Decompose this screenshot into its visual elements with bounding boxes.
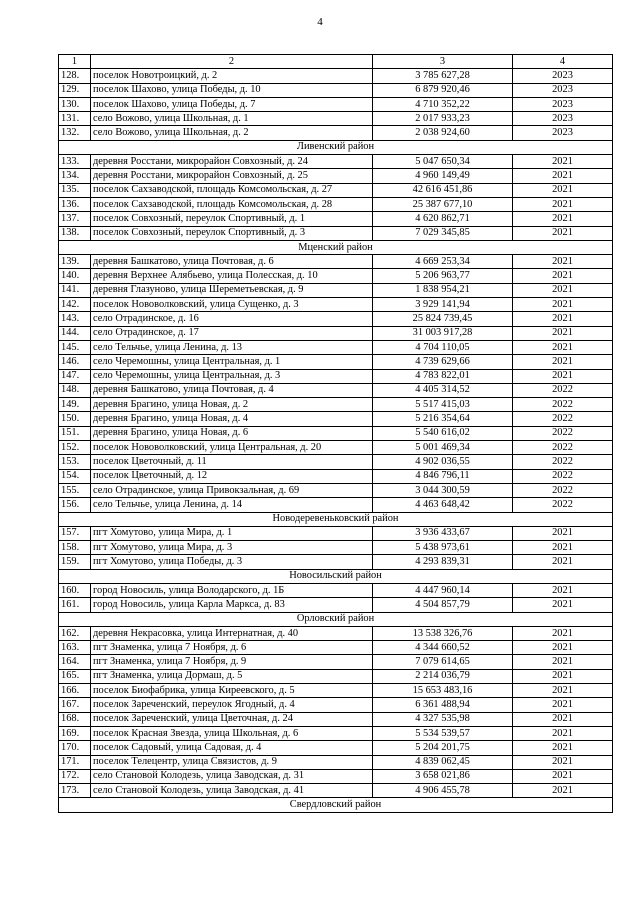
row-cost: 5 204 201,75 xyxy=(373,741,513,755)
column-number-3: 3 xyxy=(373,55,513,69)
row-address: поселок Телецентр, улица Связистов, д. 9 xyxy=(91,755,373,769)
row-cost: 4 447 960,14 xyxy=(373,583,513,597)
row-address: деревня Верхнее Алябьево, улица Полесская, д. 10 xyxy=(91,269,373,283)
row-cost: 4 902 036,55 xyxy=(373,455,513,469)
row-cost: 4 327 535,98 xyxy=(373,712,513,726)
row-cost: 4 960 149,49 xyxy=(373,169,513,183)
row-cost: 4 839 062,45 xyxy=(373,755,513,769)
row-address: поселок Сахзаводской, площадь Комсомольская, д. 27 xyxy=(91,183,373,197)
row-address: село Черемошны, улица Центральная, д. 1 xyxy=(91,355,373,369)
row-number: 151. xyxy=(59,426,91,440)
row-number: 139. xyxy=(59,255,91,269)
row-address: деревня Брагино, улица Новая, д. 6 xyxy=(91,426,373,440)
row-year: 2021 xyxy=(513,369,613,383)
district-row xyxy=(59,140,613,154)
row-address: деревня Росстани, микрорайон Совхозный, д. 24 xyxy=(91,155,373,169)
row-cost: 2 214 036,79 xyxy=(373,669,513,683)
row-number: 145. xyxy=(59,340,91,354)
row-number: 170. xyxy=(59,741,91,755)
row-address: село Черемошны, улица Центральная, д. 3 xyxy=(91,369,373,383)
row-address: поселок Шахово, улица Победы, д. 7 xyxy=(91,97,373,111)
table-row xyxy=(59,741,613,755)
row-number: 167. xyxy=(59,698,91,712)
row-number: 144. xyxy=(59,326,91,340)
row-address: село Становой Колодезь, улица Заводская, д. 41 xyxy=(91,784,373,798)
row-address: село Тельчье, улица Ленина, д. 14 xyxy=(91,498,373,512)
row-cost: 4 504 857,79 xyxy=(373,598,513,612)
row-year: 2021 xyxy=(513,255,613,269)
table-row xyxy=(59,255,613,269)
district-name: Орловский район xyxy=(59,612,613,626)
table-row xyxy=(59,298,613,312)
row-cost: 5 047 650,34 xyxy=(373,155,513,169)
table-row xyxy=(59,498,613,512)
row-year: 2021 xyxy=(513,712,613,726)
table-row xyxy=(59,340,613,354)
row-cost: 4 293 839,31 xyxy=(373,555,513,569)
row-number: 153. xyxy=(59,455,91,469)
row-cost: 3 929 141,94 xyxy=(373,298,513,312)
row-address: поселок Зареченский, переулок Ягодный, д. 4 xyxy=(91,698,373,712)
row-cost: 5 540 616,02 xyxy=(373,426,513,440)
row-year: 2023 xyxy=(513,112,613,126)
row-cost: 4 710 352,22 xyxy=(373,97,513,111)
table-row xyxy=(59,455,613,469)
row-year: 2021 xyxy=(513,541,613,555)
row-cost: 13 538 326,76 xyxy=(373,626,513,640)
row-number: 155. xyxy=(59,483,91,497)
row-cost: 7 029 345,85 xyxy=(373,226,513,240)
row-year: 2021 xyxy=(513,784,613,798)
row-address: село Становой Колодезь, улица Заводская, д. 31 xyxy=(91,769,373,783)
row-address: село Вожово, улица Школьная, д. 1 xyxy=(91,112,373,126)
row-address: деревня Некрасовка, улица Интернатная, д. 40 xyxy=(91,626,373,640)
district-name: Ливенский район xyxy=(59,140,613,154)
row-number: 129. xyxy=(59,83,91,97)
table-row xyxy=(59,312,613,326)
column-number-4: 4 xyxy=(513,55,613,69)
row-number: 162. xyxy=(59,626,91,640)
table-row xyxy=(59,269,613,283)
row-year: 2021 xyxy=(513,526,613,540)
row-number: 171. xyxy=(59,755,91,769)
row-address: деревня Башкатово, улица Почтовая, д. 6 xyxy=(91,255,373,269)
row-year: 2021 xyxy=(513,641,613,655)
row-number: 135. xyxy=(59,183,91,197)
district-row xyxy=(59,569,613,583)
table-row xyxy=(59,212,613,226)
row-cost: 6 361 488,94 xyxy=(373,698,513,712)
district-name: Новодеревеньковский район xyxy=(59,512,613,526)
table-row xyxy=(59,526,613,540)
row-number: 166. xyxy=(59,684,91,698)
row-cost: 7 079 614,65 xyxy=(373,655,513,669)
table-row xyxy=(59,712,613,726)
row-cost: 5 438 973,61 xyxy=(373,541,513,555)
table-row xyxy=(59,183,613,197)
row-number: 138. xyxy=(59,226,91,240)
row-year: 2021 xyxy=(513,726,613,740)
row-address: поселок Новотроицкий, д. 2 xyxy=(91,69,373,83)
table-row xyxy=(59,641,613,655)
row-year: 2023 xyxy=(513,83,613,97)
row-year: 2021 xyxy=(513,769,613,783)
row-year: 2022 xyxy=(513,498,613,512)
row-number: 143. xyxy=(59,312,91,326)
row-number: 159. xyxy=(59,555,91,569)
table-row xyxy=(59,383,613,397)
row-address: поселок Нововолковский, улица Сущенко, д. 3 xyxy=(91,298,373,312)
row-year: 2022 xyxy=(513,469,613,483)
row-year: 2021 xyxy=(513,340,613,354)
table-row xyxy=(59,598,613,612)
table-row xyxy=(59,441,613,455)
row-year: 2021 xyxy=(513,169,613,183)
row-year: 2021 xyxy=(513,312,613,326)
table-row xyxy=(59,97,613,111)
row-year: 2021 xyxy=(513,212,613,226)
row-cost: 4 669 253,34 xyxy=(373,255,513,269)
row-cost: 5 216 354,64 xyxy=(373,412,513,426)
row-cost: 5 517 415,03 xyxy=(373,398,513,412)
row-number: 163. xyxy=(59,641,91,655)
row-cost: 15 653 483,16 xyxy=(373,684,513,698)
row-number: 142. xyxy=(59,298,91,312)
row-address: деревня Брагино, улица Новая, д. 2 xyxy=(91,398,373,412)
page-number: 4 xyxy=(317,16,323,28)
row-address: пгт Хомутово, улица Победы, д. 3 xyxy=(91,555,373,569)
row-address: поселок Зареченский, улица Цветочная, д. 24 xyxy=(91,712,373,726)
row-address: поселок Цветочный, д. 11 xyxy=(91,455,373,469)
district-row xyxy=(59,240,613,254)
row-cost: 42 616 451,86 xyxy=(373,183,513,197)
district-name: Свердловский район xyxy=(59,798,613,812)
row-number: 150. xyxy=(59,412,91,426)
row-cost: 5 206 963,77 xyxy=(373,269,513,283)
row-year: 2021 xyxy=(513,355,613,369)
district-name: Новосильский район xyxy=(59,569,613,583)
row-address: поселок Сахзаводской, площадь Комсомольская, д. 28 xyxy=(91,197,373,211)
table-row xyxy=(59,555,613,569)
table-row xyxy=(59,226,613,240)
row-year: 2021 xyxy=(513,669,613,683)
row-cost: 6 879 920,46 xyxy=(373,83,513,97)
row-year: 2021 xyxy=(513,741,613,755)
row-year: 2021 xyxy=(513,283,613,297)
row-number: 133. xyxy=(59,155,91,169)
column-number-2: 2 xyxy=(91,55,373,69)
row-cost: 4 344 660,52 xyxy=(373,641,513,655)
row-number: 146. xyxy=(59,355,91,369)
table-row xyxy=(59,169,613,183)
table-row xyxy=(59,698,613,712)
row-year: 2023 xyxy=(513,126,613,140)
row-year: 2021 xyxy=(513,598,613,612)
row-year: 2021 xyxy=(513,183,613,197)
row-number: 165. xyxy=(59,669,91,683)
row-year: 2021 xyxy=(513,583,613,597)
row-address: пгт Хомутово, улица Мира, д. 1 xyxy=(91,526,373,540)
row-number: 157. xyxy=(59,526,91,540)
row-number: 147. xyxy=(59,369,91,383)
row-cost: 31 003 917,28 xyxy=(373,326,513,340)
row-number: 173. xyxy=(59,784,91,798)
row-year: 2022 xyxy=(513,426,613,440)
table-row xyxy=(59,398,613,412)
row-cost: 5 001 469,34 xyxy=(373,441,513,455)
row-number: 172. xyxy=(59,769,91,783)
row-number: 160. xyxy=(59,583,91,597)
row-cost: 25 824 739,45 xyxy=(373,312,513,326)
table-row xyxy=(59,684,613,698)
table-row xyxy=(59,755,613,769)
row-address: село Отрадинское, д. 17 xyxy=(91,326,373,340)
row-year: 2022 xyxy=(513,455,613,469)
row-number: 140. xyxy=(59,269,91,283)
row-cost: 4 463 648,42 xyxy=(373,498,513,512)
table-row xyxy=(59,326,613,340)
row-year: 2022 xyxy=(513,383,613,397)
row-address: поселок Шахово, улица Победы, д. 10 xyxy=(91,83,373,97)
row-year: 2021 xyxy=(513,755,613,769)
row-address: деревня Росстани, микрорайон Совхозный, д. 25 xyxy=(91,169,373,183)
row-cost: 4 906 455,78 xyxy=(373,784,513,798)
row-number: 164. xyxy=(59,655,91,669)
district-row xyxy=(59,612,613,626)
row-year: 2023 xyxy=(513,69,613,83)
row-year: 2021 xyxy=(513,298,613,312)
row-address: село Отрадинское, д. 16 xyxy=(91,312,373,326)
row-number: 134. xyxy=(59,169,91,183)
row-year: 2022 xyxy=(513,412,613,426)
row-address: город Новосиль, улица Володарского, д. 1Б xyxy=(91,583,373,597)
row-cost: 4 620 862,71 xyxy=(373,212,513,226)
row-address: село Тельчье, улица Ленина, д. 13 xyxy=(91,340,373,354)
row-year: 2021 xyxy=(513,698,613,712)
row-cost: 3 044 300,59 xyxy=(373,483,513,497)
row-year: 2021 xyxy=(513,226,613,240)
row-cost: 25 387 677,10 xyxy=(373,197,513,211)
row-year: 2021 xyxy=(513,655,613,669)
row-number: 154. xyxy=(59,469,91,483)
row-address: город Новосиль, улица Карла Маркса, д. 83 xyxy=(91,598,373,612)
row-year: 2021 xyxy=(513,626,613,640)
row-address: пгт Знаменка, улица Дормаш, д. 5 xyxy=(91,669,373,683)
row-number: 148. xyxy=(59,383,91,397)
row-year: 2021 xyxy=(513,197,613,211)
row-address: деревня Брагино, улица Новая, д. 4 xyxy=(91,412,373,426)
row-number: 156. xyxy=(59,498,91,512)
table-row xyxy=(59,69,613,83)
table-row xyxy=(59,669,613,683)
district-row xyxy=(59,512,613,526)
row-number: 161. xyxy=(59,598,91,612)
table-header-row xyxy=(59,55,613,69)
row-year: 2021 xyxy=(513,269,613,283)
row-number: 141. xyxy=(59,283,91,297)
row-cost: 4 846 796,11 xyxy=(373,469,513,483)
row-address: поселок Совхозный, переулок Спортивный, д. 3 xyxy=(91,226,373,240)
row-cost: 4 783 822,01 xyxy=(373,369,513,383)
row-number: 149. xyxy=(59,398,91,412)
table-row xyxy=(59,626,613,640)
row-cost: 4 704 110,05 xyxy=(373,340,513,354)
table-row xyxy=(59,784,613,798)
row-address: пгт Знаменка, улица 7 Ноября, д. 9 xyxy=(91,655,373,669)
table-row xyxy=(59,126,613,140)
row-year: 2021 xyxy=(513,684,613,698)
row-year: 2021 xyxy=(513,555,613,569)
table-row xyxy=(59,155,613,169)
row-number: 132. xyxy=(59,126,91,140)
table-row xyxy=(59,469,613,483)
row-number: 158. xyxy=(59,541,91,555)
row-number: 137. xyxy=(59,212,91,226)
row-year: 2021 xyxy=(513,155,613,169)
row-address: поселок Красная Звезда, улица Школьная, д. 6 xyxy=(91,726,373,740)
table-row xyxy=(59,426,613,440)
row-address: поселок Цветочный, д. 12 xyxy=(91,469,373,483)
row-cost: 3 785 627,28 xyxy=(373,69,513,83)
row-address: поселок Садовый, улица Садовая, д. 4 xyxy=(91,741,373,755)
row-cost: 3 936 433,67 xyxy=(373,526,513,540)
table-row xyxy=(59,197,613,211)
row-address: деревня Глазуново, улица Шереметьевская, д. 9 xyxy=(91,283,373,297)
table-row xyxy=(59,541,613,555)
row-number: 130. xyxy=(59,97,91,111)
row-address: село Вожово, улица Школьная, д. 2 xyxy=(91,126,373,140)
table-row xyxy=(59,483,613,497)
table-row xyxy=(59,583,613,597)
row-address: пгт Знаменка, улица 7 Ноября, д. 6 xyxy=(91,641,373,655)
housing-table xyxy=(58,54,613,813)
row-number: 131. xyxy=(59,112,91,126)
table-row xyxy=(59,83,613,97)
row-cost: 4 405 314,52 xyxy=(373,383,513,397)
row-number: 168. xyxy=(59,712,91,726)
table-row xyxy=(59,412,613,426)
table-body xyxy=(59,55,613,813)
table-row xyxy=(59,726,613,740)
row-number: 128. xyxy=(59,69,91,83)
row-year: 2022 xyxy=(513,398,613,412)
row-address: поселок Биофабрика, улица Киреевского, д. 5 xyxy=(91,684,373,698)
row-year: 2021 xyxy=(513,326,613,340)
district-row xyxy=(59,798,613,812)
table-row xyxy=(59,769,613,783)
row-cost: 3 658 021,86 xyxy=(373,769,513,783)
row-cost: 5 534 539,57 xyxy=(373,726,513,740)
row-address: село Отрадинское, улица Привокзальная, д. 69 xyxy=(91,483,373,497)
row-address: пгт Хомутово, улица Мира, д. 3 xyxy=(91,541,373,555)
district-name: Мценский район xyxy=(59,240,613,254)
row-address: поселок Нововолковский, улица Центральная, д. 20 xyxy=(91,441,373,455)
row-address: деревня Башкатово, улица Почтовая, д. 4 xyxy=(91,383,373,397)
table-row xyxy=(59,355,613,369)
row-cost: 2 038 924,60 xyxy=(373,126,513,140)
column-number-1: 1 xyxy=(59,55,91,69)
row-number: 152. xyxy=(59,441,91,455)
table-row xyxy=(59,655,613,669)
row-cost: 1 838 954,21 xyxy=(373,283,513,297)
table-row xyxy=(59,369,613,383)
row-cost: 2 017 933,23 xyxy=(373,112,513,126)
row-number: 136. xyxy=(59,197,91,211)
row-number: 169. xyxy=(59,726,91,740)
row-address: поселок Совхозный, переулок Спортивный, д. 1 xyxy=(91,212,373,226)
row-cost: 4 739 629,66 xyxy=(373,355,513,369)
row-year: 2022 xyxy=(513,483,613,497)
table-row xyxy=(59,283,613,297)
row-year: 2023 xyxy=(513,97,613,111)
row-year: 2022 xyxy=(513,441,613,455)
table-row xyxy=(59,112,613,126)
